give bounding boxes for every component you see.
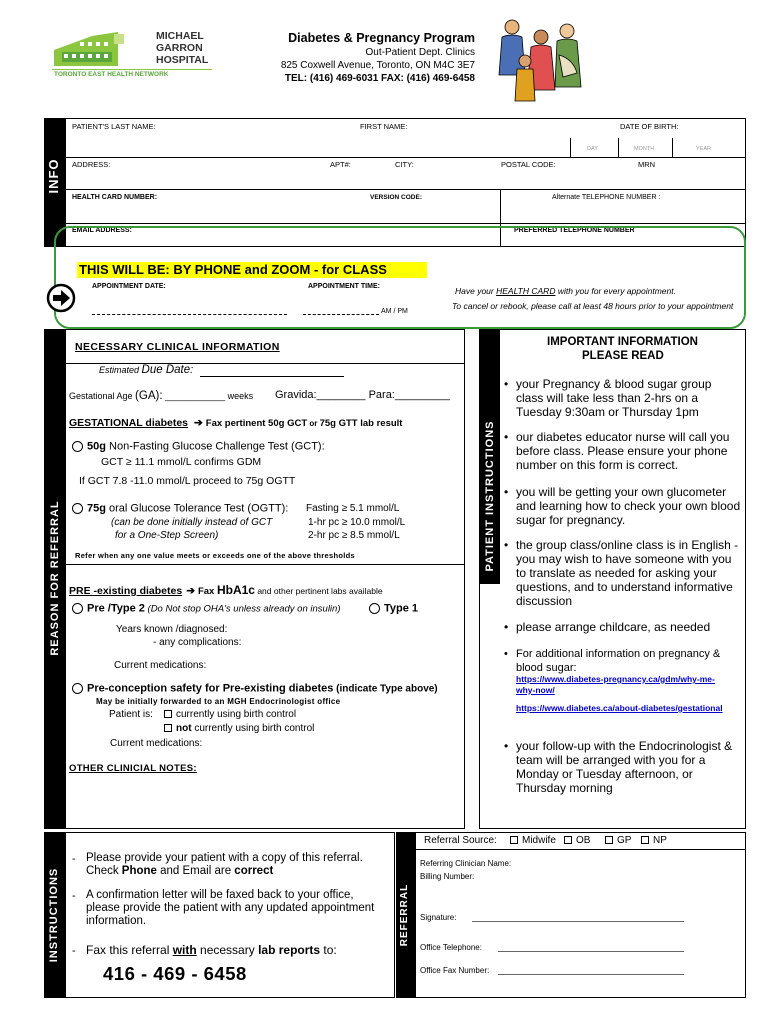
gravida-para: Gravida:________ Para:_________ bbox=[275, 389, 450, 401]
info-divider-2 bbox=[618, 138, 619, 157]
instruction-2: • our diabetes educator nurse will call you before class. Please ensure your phone number on this form is correct. bbox=[516, 430, 741, 472]
instr-dash-2: - bbox=[72, 890, 76, 902]
instruction-1: • your Pregnancy & blood sugar group class will take less than 2-hrs on a Tuesday 9:30am or Thursday 1pm bbox=[516, 377, 741, 419]
instruction-4: • the group class/online class is in English - you may wish to have someone with you to translate as needed for asking your questions, and to understand informative discussion bbox=[516, 538, 741, 608]
patient-section-label: PATIENT INSTRUCTIONS bbox=[484, 420, 496, 572]
ogtt-radio[interactable] bbox=[72, 503, 83, 514]
midwife-checkbox[interactable] bbox=[510, 836, 518, 844]
info-row-line-2 bbox=[65, 189, 746, 190]
gct-confirm: GCT ≥ 11.1 mmol/L confirms GDM bbox=[101, 456, 262, 468]
type2-option[interactable]: Pre /Type 2 (Do Not stop OHA's unless already on insulin) bbox=[72, 603, 341, 614]
day-label: DAY bbox=[587, 146, 598, 152]
np-option[interactable]: NP bbox=[641, 836, 667, 846]
current-meds-2: Current medications: bbox=[110, 738, 203, 749]
pref-phone-label: PREFERRED TELEPHONE NUMBER bbox=[514, 227, 635, 234]
appt-ampm: AM / PM bbox=[381, 308, 408, 315]
hospital-name-2: GARRON bbox=[156, 42, 203, 54]
appt-date-line bbox=[92, 314, 287, 315]
info-divider-3 bbox=[672, 138, 673, 157]
ogtt-note-2: for a One-Step Screen) bbox=[115, 530, 219, 541]
midwife-option[interactable]: Midwife bbox=[510, 836, 556, 846]
instr-3: Fax this referral with necessary lab reports to: bbox=[86, 943, 337, 957]
apt-label: APT#: bbox=[330, 160, 351, 169]
instruction-6: • For additional information on pregnancy & blood sugar: bbox=[516, 647, 741, 675]
appt-time-line bbox=[303, 314, 379, 315]
gct-if: If GCT 7.8 -11.0 mmol/L proceed to 75g OGTT bbox=[79, 475, 296, 487]
referral-source: Referral Source: bbox=[424, 835, 497, 846]
family-illustration bbox=[487, 15, 591, 103]
threshold-note: Refer when any one value meets or exceeds one of the above thresholds bbox=[75, 551, 355, 560]
type2-radio[interactable] bbox=[72, 603, 83, 614]
hospital-name-3: HOSPITAL bbox=[156, 54, 209, 66]
type1-radio[interactable] bbox=[369, 603, 380, 614]
dept: Out-Patient Dept. Clinics bbox=[365, 47, 475, 58]
instr-dash-3: - bbox=[72, 945, 76, 957]
pre-existing-line: PRE -existing diabetes ➔ Fax HbA1c and other pertinent labs available bbox=[69, 583, 383, 597]
office-fax-line[interactable] bbox=[498, 974, 684, 975]
due-date-line bbox=[200, 376, 344, 377]
info-divider-1 bbox=[570, 138, 571, 157]
instructions-section-label: INSTRUCTIONS bbox=[48, 867, 60, 963]
info-row-line-1 bbox=[65, 157, 746, 158]
referral-source-divider bbox=[415, 849, 746, 850]
referral-info-label: REFERRAL bbox=[399, 883, 410, 947]
referral-box bbox=[65, 329, 465, 829]
important-title-2: PLEASE READ bbox=[582, 350, 664, 362]
version-label: VERSION CODE: bbox=[370, 194, 423, 201]
type1-option[interactable]: Type 1 bbox=[369, 603, 418, 614]
gp-checkbox[interactable] bbox=[605, 836, 613, 844]
preconception-radio[interactable] bbox=[72, 683, 83, 694]
network-name: TORONTO EAST HEALTH NETWORK bbox=[54, 71, 169, 78]
first-name-label: FIRST NAME: bbox=[360, 122, 408, 131]
email-label: EMAIL ADDRESS: bbox=[72, 227, 132, 234]
info-divider-4 bbox=[500, 189, 501, 223]
dob-label: DATE OF BIRTH: bbox=[620, 122, 679, 131]
tel-fax: TEL: (416) 469-6031 FAX: (416) 469-6458 bbox=[284, 73, 475, 84]
preconception-option[interactable]: Pre-conception safety for Pre-existing diabetes (indicate Type above) bbox=[72, 683, 438, 694]
link-gestational[interactable]: https://www.diabetes.ca/about-diabetes/gestational bbox=[516, 703, 723, 713]
appt-date-label: APPOINTMENT DATE: bbox=[92, 283, 166, 290]
address-label: ADDRESS: bbox=[72, 160, 111, 169]
instruction-3: • you will be getting your own glucometer and learning how to check your own blood sugar for pregnancy. bbox=[516, 485, 741, 527]
appt-note-1: Have your HEALTH CARD with you for every appointment. bbox=[455, 286, 676, 296]
important-title-1: IMPORTANT INFORMATION bbox=[547, 336, 698, 348]
fax-number: 416 - 469 - 6458 bbox=[103, 963, 247, 984]
year-label: YEAR bbox=[696, 146, 711, 152]
birth-control-yes-checkbox[interactable] bbox=[164, 710, 172, 718]
ob-option[interactable]: OB bbox=[564, 836, 590, 846]
info-row-line-3 bbox=[65, 223, 746, 224]
instr-dash-1: - bbox=[72, 853, 76, 865]
postal-label: POSTAL CODE: bbox=[501, 160, 556, 169]
other-notes: OTHER CLINICIAL NOTES: bbox=[69, 763, 197, 774]
gdm-section-divider bbox=[65, 564, 465, 565]
info-section-label: INFO bbox=[46, 158, 61, 194]
instr-2: A confirmation letter will be faxed back to your office, please provide the patient with any updated appointment information. bbox=[86, 889, 375, 927]
birth-control-no[interactable]: not currently using birth control bbox=[164, 724, 314, 734]
gct-option[interactable]: 50g Non-Fasting Glucose Challenge Test (GCT): bbox=[72, 441, 325, 452]
years-known: Years known /diagnosed: bbox=[116, 624, 228, 635]
np-checkbox[interactable] bbox=[641, 836, 649, 844]
appt-title: THIS WILL BE: BY PHONE and ZOOM - for CLASS bbox=[79, 262, 387, 277]
signature-line[interactable] bbox=[472, 921, 684, 922]
hospital-name-1: MICHAEL bbox=[156, 30, 204, 42]
birth-control-yes[interactable]: currently using birth control bbox=[164, 710, 296, 720]
billing-label: Billing Number: bbox=[420, 872, 475, 881]
appt-time-label: APPOINTMENT TIME: bbox=[308, 283, 380, 290]
complications: - any complications: bbox=[153, 637, 242, 648]
health-card-label: HEALTH CARD NUMBER: bbox=[72, 194, 158, 201]
fasting-3: 2-hr pc ≥ 8.5 mmol/L bbox=[308, 530, 400, 541]
fasting-1: Fasting ≥ 5.1 mmol/L bbox=[306, 503, 400, 514]
office-tel-label: Office Telephone: bbox=[420, 943, 482, 952]
building-icon bbox=[52, 30, 150, 68]
address: 825 Coxwell Avenue, Toronto, ON M4C 3E7 bbox=[280, 60, 475, 71]
fasting-2: 1-hr pc ≥ 10.0 mmol/L bbox=[308, 517, 406, 528]
mrn-label: MRN bbox=[638, 160, 656, 169]
patient-is: Patient is: bbox=[109, 709, 153, 720]
hospital-logo bbox=[52, 30, 150, 68]
header-block bbox=[255, 31, 475, 85]
program-title: Diabetes & Pregnancy Program bbox=[288, 31, 475, 45]
gestational-age: Gestational Age (GA): ____________ weeks bbox=[69, 390, 254, 402]
arrow-icon bbox=[46, 283, 76, 313]
mgh-note: May be initially forwarded to an MGH Endocrinologist office bbox=[96, 697, 341, 706]
instr-1: Please provide your patient with a copy of this referral. Check Phone and Email are correct bbox=[86, 852, 363, 877]
gct-radio[interactable] bbox=[72, 441, 83, 452]
current-meds-1: Current medications: bbox=[114, 660, 207, 671]
appt-note-2: To cancel or rebook, please call at least 48 hours prior to your appointment bbox=[452, 301, 734, 311]
ogtt-note-1: (can be done initially instead of GCT bbox=[111, 517, 273, 528]
referral-section-label: REASON FOR REFERRAL bbox=[49, 500, 61, 656]
ogtt-option[interactable]: 75g oral Glucose Tolerance Test (OGTT): bbox=[72, 503, 288, 514]
clinician-label: Referring Clinician Name: bbox=[420, 859, 512, 868]
due-date: Estimated Due Date: bbox=[99, 364, 194, 376]
instruction-7: • your follow-up with the Endocrinologist & team will be arranged with you for a Monday or Tuesday afternoon, or Thursday morning bbox=[516, 739, 741, 795]
clinical-heading: NECESSARY CLINICAL INFORMATION bbox=[75, 341, 280, 353]
month-label: MONTH bbox=[634, 146, 655, 152]
gdm-line: GESTATIONAL diabetes ➔ Fax pertinent 50g GCT or 75g GTT lab result bbox=[69, 417, 403, 429]
city-label: CITY: bbox=[395, 160, 414, 169]
last-name-label: PATIENT'S LAST NAME: bbox=[72, 122, 156, 131]
gp-option[interactable]: GP bbox=[605, 836, 631, 846]
signature-label: Signature: bbox=[420, 913, 457, 922]
office-fax-label: Office Fax Number: bbox=[420, 966, 490, 975]
office-tel-line[interactable] bbox=[498, 951, 684, 952]
link-gdm[interactable]: https://www.diabetes-pregnancy.ca/gdm/why-me-why-now/ bbox=[516, 674, 715, 695]
logo-divider bbox=[52, 69, 212, 70]
instruction-5: • please arrange childcare, as needed bbox=[516, 620, 741, 634]
alt-phone-label: Alternate TELEPHONE NUMBER : bbox=[552, 194, 661, 201]
birth-control-no-checkbox[interactable] bbox=[164, 724, 172, 732]
ob-checkbox[interactable] bbox=[564, 836, 572, 844]
